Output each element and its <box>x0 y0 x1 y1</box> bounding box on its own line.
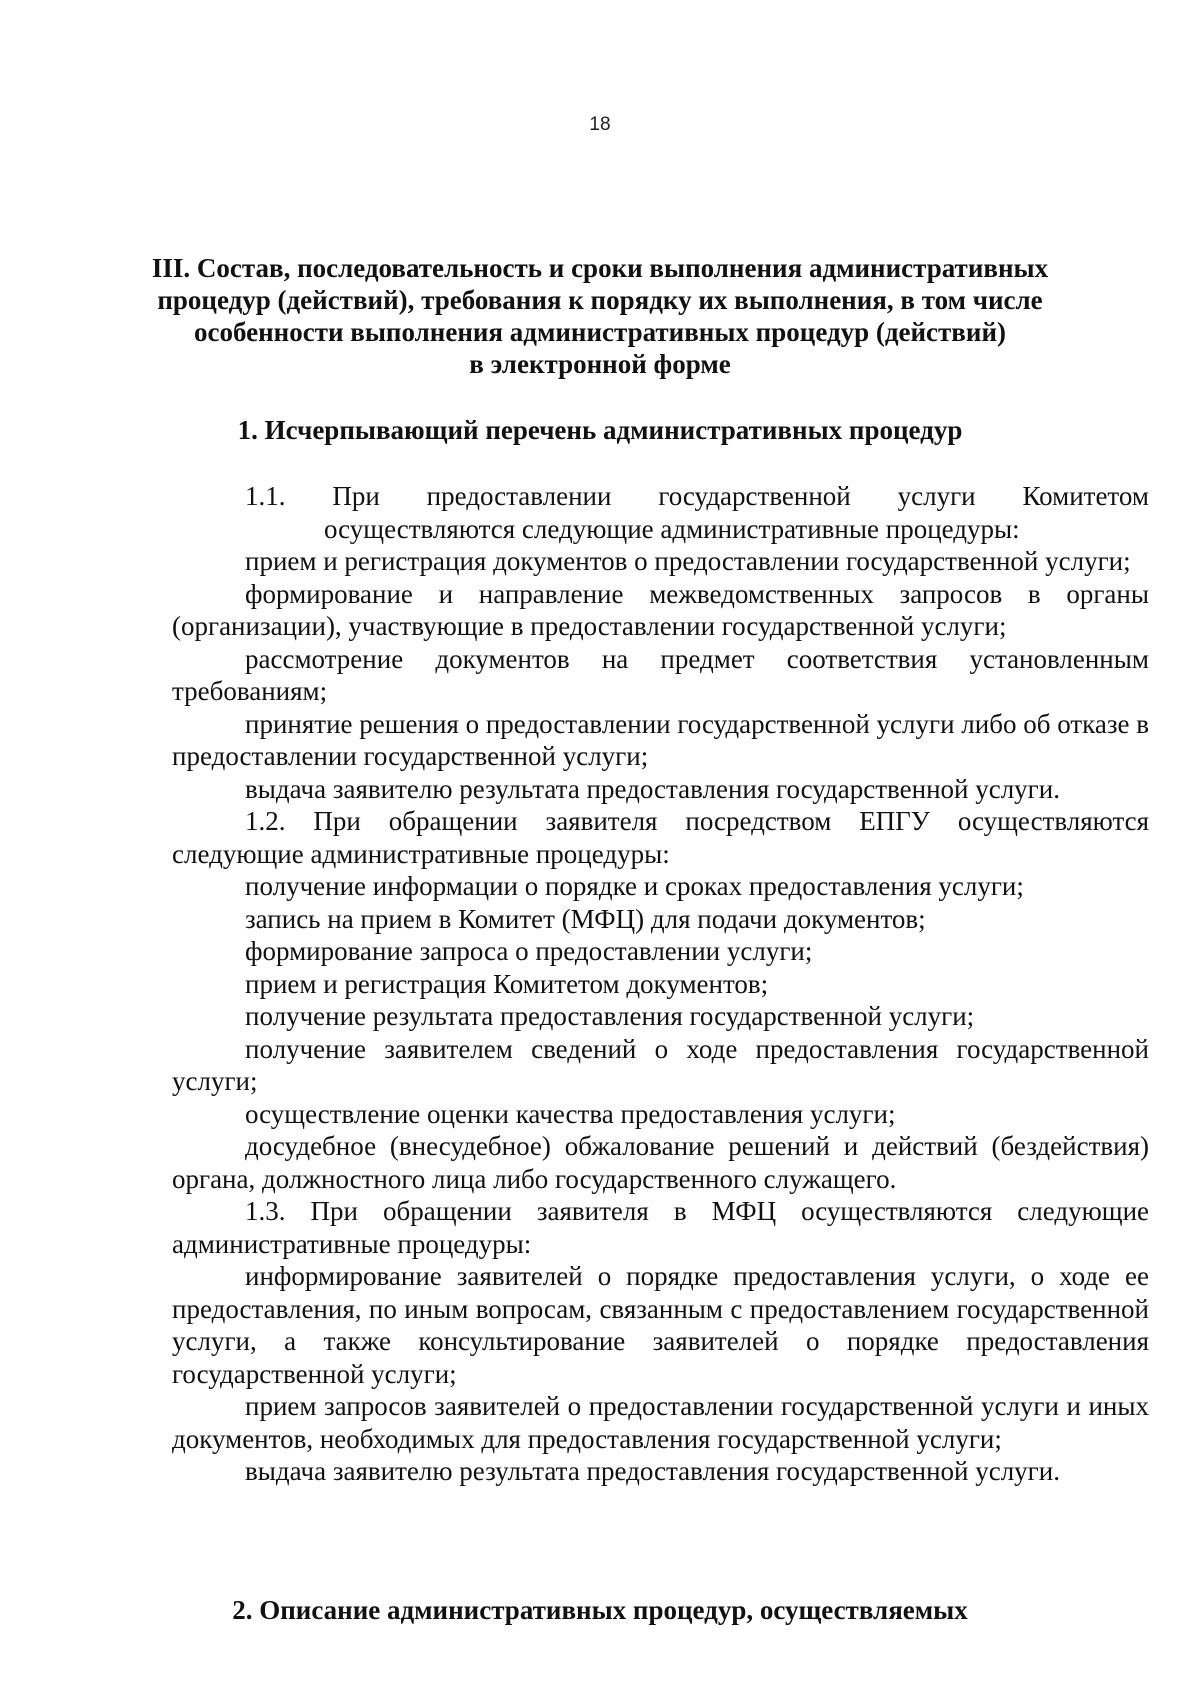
paragraph: рассмотрение документов на предмет соответствия установленным требованиям; <box>172 643 1149 706</box>
item-number: 1.1. <box>245 481 286 511</box>
paragraph: принятие решения о предоставлении государственной услуги либо об отказе в предоставлении государственной услуги; <box>172 708 1149 771</box>
word: услуги <box>897 481 976 511</box>
item-1-1-first-line <box>172 480 1149 513</box>
paragraph: формирование запроса о предоставлении услуги; <box>245 936 813 966</box>
paragraph: получение информации о порядке и сроках предоставления услуги; <box>245 871 1024 901</box>
section-title-line: особенности выполнения административных процедур (действий) <box>193 317 1006 347</box>
paragraph: прием запросов заявителей о предоставлении государственной услуги и иных документов, необходимых для предоставления государственной услуги; <box>172 1391 1149 1454</box>
paragraph: получение заявителем сведений о ходе предоставления государственной услуги; <box>172 1033 1149 1096</box>
paragraph: выдача заявителю результата предоставления государственной услуги. <box>245 773 1060 804</box>
section-title-line: процедур (действий), требования к порядку их выполнения, в том числе <box>157 285 1043 315</box>
section-title <box>150 252 1050 380</box>
paragraph: прием и регистрация Комитетом документов; <box>245 968 769 999</box>
word: государственной <box>658 481 851 511</box>
word: При <box>332 481 380 511</box>
item-1-1 <box>172 480 1149 545</box>
word: Комитетом <box>1022 481 1149 511</box>
paragraph: осуществление оценки качества предоставления услуги; <box>245 1098 896 1129</box>
paragraph: выдача заявителю результата предоставления государственной услуги. <box>245 1456 1060 1486</box>
item-1-1-second-line: осуществляются следующие административные процедуры: <box>324 513 1020 544</box>
paragraph: запись на прием в Комитет (МФЦ) для подачи документов; <box>245 903 926 934</box>
subsection-1-title: 1. Исчерпывающий перечень административных процедур <box>237 415 963 445</box>
paragraph: формирование и направление межведомственных запросов в органы (организации), участвующие в предоставлении государственной услуги; <box>172 578 1149 641</box>
paragraph: прием и регистрация документов о предоставлении государственной услуги; <box>245 546 1131 576</box>
paragraph: информирование заявителей о порядке предоставления услуги, о ходе ее предоставления, по иным вопросам, связанным с предоставлением государственной услуги, а также консультирование заявителей о порядке предоставления государственной услуги; <box>172 1261 1149 1389</box>
paragraph: получение результата предоставления государственной услуги; <box>245 1001 975 1031</box>
paragraph: 1.3. При обращении заявителя в МФЦ осуществляются следующие административные процедуры: <box>172 1196 1149 1259</box>
section-title-line: в электронной форме <box>469 349 731 379</box>
document-body <box>172 480 1149 1488</box>
paragraph: досудебное (внесудебное) обжалование решений и действий (бездействия) органа, должностного лица либо государственного служащего. <box>172 1131 1149 1194</box>
page-number: 18 <box>589 114 611 135</box>
subsection-2-title: 2. Описание административных процедур, осуществляемых <box>232 1595 968 1625</box>
word: предоставлении <box>426 481 612 511</box>
section-title-line: III. Состав, последовательность и сроки выполнения административных <box>151 253 1049 283</box>
paragraph: 1.2. При обращении заявителя посредством ЕПГУ осуществляются следующие административные процедуры: <box>172 806 1149 869</box>
